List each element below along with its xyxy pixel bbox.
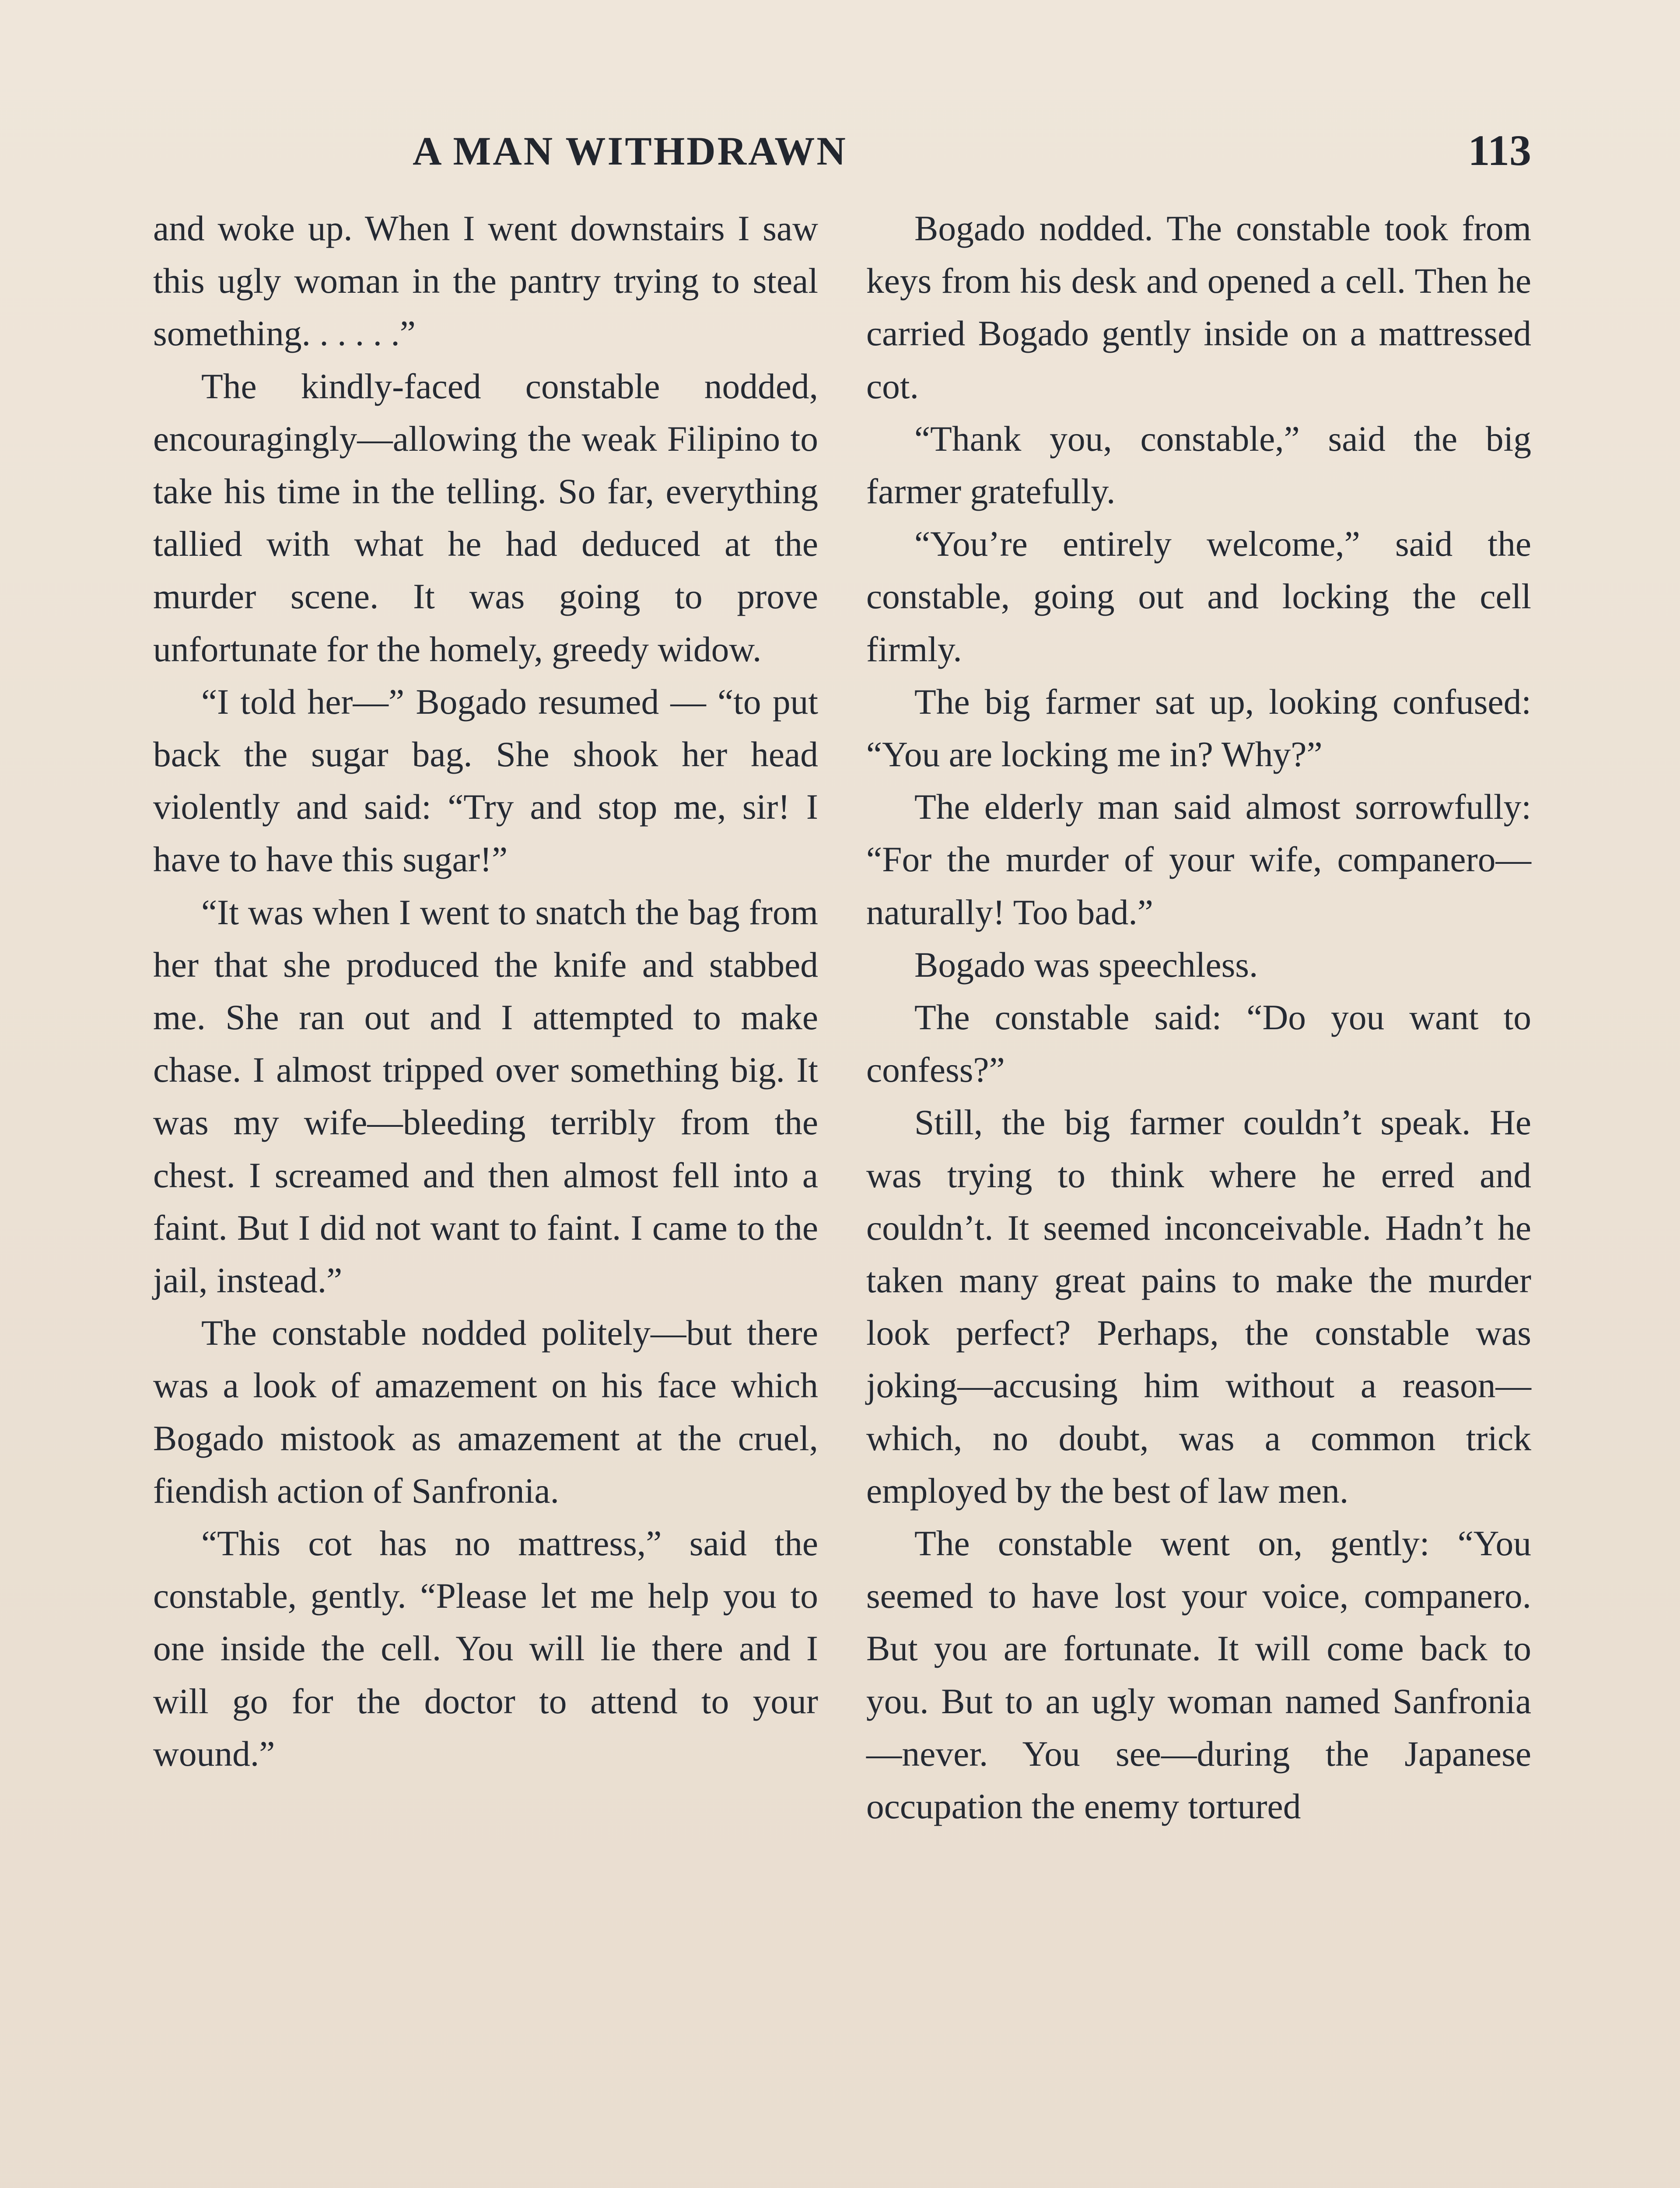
paragraph: “It was when I went to snatch the bag from her that she produced the knife and stabbed me. She ran out and I attempted to make chase. I almost tripped over something big. It was my wife—bleeding terribly from the chest. I screamed and then almost fell into a faint. But I did not want to faint. I came to the jail, instead.” — [153, 892, 818, 1301]
right-column — [866, 202, 1531, 1833]
running-title: A MAN WITHDRAWN — [413, 129, 847, 173]
paragraph: The elderly man said almost sorrowfully: “For the murder of your wife, companero—naturally! Too bad.” — [866, 787, 1531, 932]
paragraph: The constable nodded politely—but there was a look of amazement on his face which Bogado mistook as amazement at the cruel, fiendish action of Sanfronia. — [153, 1313, 818, 1511]
paragraph: Bogado was speechless. — [914, 944, 1258, 985]
left-column — [153, 202, 818, 1780]
paragraph: Bogado nodded. The constable took from keys from his desk and opened a cell. Then he carried Bogado gently inside on a mattressed cot. — [866, 208, 1531, 406]
paragraph: “Thank you, constable,” said the big farmer gratefully. — [866, 418, 1531, 512]
paragraph: The kindly-faced constable nodded, encouragingly—allowing the weak Filipino to take his time in the telling. So far, everything tallied with what he had deduced at the murder scene. It was going to prove unfortunate for the homely, greedy widow. — [153, 366, 818, 669]
paragraph: “This cot has no mattress,” said the constable, gently. “Please let me help you to one inside the cell. You will lie there and I will go for the doctor to attend to your wound.” — [153, 1523, 818, 1774]
paragraph: “I told her—” Bogado resumed — “to put back the sugar bag. She shook her head violently and said: “Try and stop me, sir! I have to have this sugar!” — [153, 681, 818, 880]
paragraph: The constable said: “Do you want to confess?” — [866, 997, 1531, 1090]
paragraph: The big farmer sat up, looking confused: “You are locking me in? Why?” — [866, 681, 1531, 775]
paragraph: The constable went on, gently: “You seemed to have lost your voice, companero. But you are fortunate. It will come back to you. But to an ugly woman named Sanfronia —never. You see—during the Japanese occupation the enemy tortured — [866, 1523, 1531, 1827]
paragraph: “You’re entirely welcome,” said the constable, going out and locking the cell firmly. — [866, 524, 1531, 669]
page-number: 113 — [1468, 126, 1531, 175]
page-header — [149, 123, 1531, 176]
paragraph: Still, the big farmer couldn’t speak. He was trying to think where he erred and couldn’t. It seemed inconceivable. Hadn’t he taken many great pains to make the murder look perfect? Perhaps, the constable was joking—accusing him without a reason—which, no doubt, was a common trick employed by the best of law men. — [866, 1102, 1531, 1511]
paragraph: and woke up. When I went downstairs I saw this ugly woman in the pantry trying to steal something. . . . . .” — [153, 208, 818, 354]
